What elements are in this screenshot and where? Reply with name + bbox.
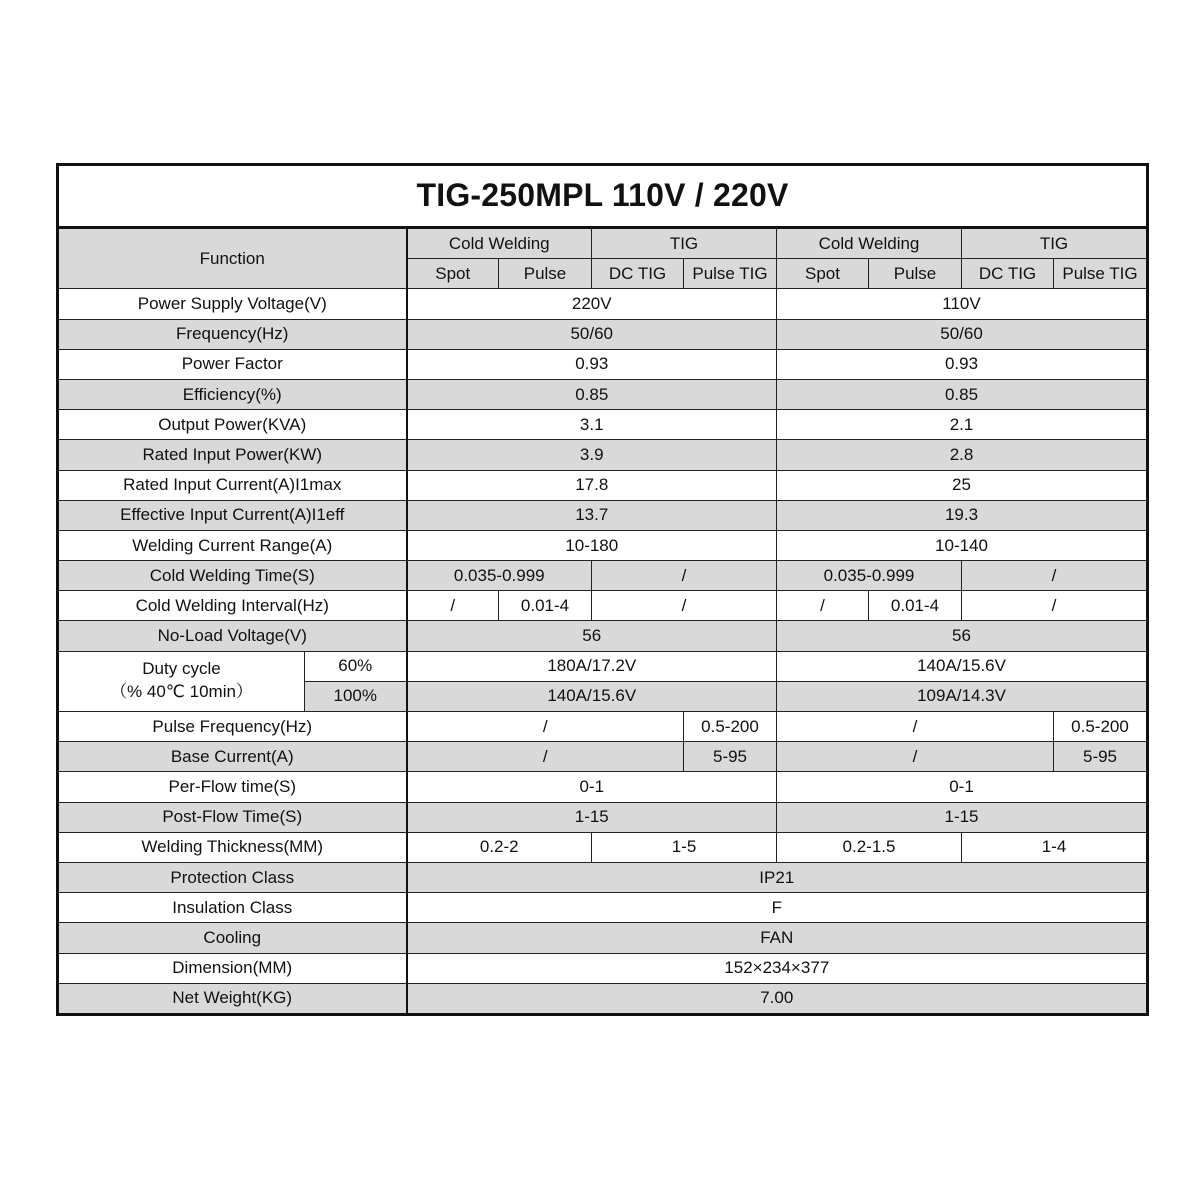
value-220v: 10-180: [407, 530, 777, 560]
duty-cycle-condition: （% 40℃ 10min）: [110, 682, 253, 702]
value-spot-220v: /: [407, 591, 499, 621]
table-row-cooling: [58, 923, 1148, 953]
row-label: Base Current(A): [58, 742, 407, 772]
value-other-110v: /: [777, 712, 1054, 742]
value-other-110v: /: [777, 742, 1054, 772]
value-220v: 180A/17.2V: [407, 651, 777, 681]
table-row-pulse-frequency: [58, 712, 1148, 742]
table-row-frequency: [58, 319, 1148, 349]
value-220v: 50/60: [407, 319, 777, 349]
table-row-base-current: [58, 742, 1148, 772]
group-header-cold-welding-110: Cold Welding: [777, 228, 962, 259]
value-110v: 25: [777, 470, 1148, 500]
value-tig-220v: 1-5: [592, 832, 777, 862]
group-header-tig-220: TIG: [592, 228, 777, 259]
value-tig-110v: /: [962, 591, 1148, 621]
row-label: Output Power(KVA): [58, 410, 407, 440]
row-label: Net Weight(KG): [58, 983, 407, 1014]
row-label: Cold Welding Interval(Hz): [58, 591, 407, 621]
mode-header-spot-220: Spot: [407, 259, 499, 289]
value-110v: 10-140: [777, 530, 1148, 560]
spec-table: [56, 163, 1149, 1016]
value-220v: 0.93: [407, 349, 777, 379]
table-row-dimension: [58, 953, 1148, 983]
duty-cycle-percent-60: 60%: [305, 651, 407, 681]
value-220v: 56: [407, 621, 777, 651]
table-row-output-power: [58, 410, 1148, 440]
row-label: Frequency(Hz): [58, 319, 407, 349]
mode-header-pulse-tig-220: Pulse TIG: [684, 259, 777, 289]
table-row-welding-current-range: [58, 530, 1148, 560]
mode-header-pulse-tig-110: Pulse TIG: [1054, 259, 1148, 289]
value-cold-welding-110v: 0.035-0.999: [777, 561, 962, 591]
table-row-effective-input-current: [58, 500, 1148, 530]
mode-header-spot-110: Spot: [777, 259, 869, 289]
value-220v: 0.85: [407, 379, 777, 409]
row-label: Efficiency(%): [58, 379, 407, 409]
table-row-insulation-class: [58, 893, 1148, 923]
value-tig-220v: /: [592, 561, 777, 591]
table-row-net-weight: [58, 983, 1148, 1014]
value-tig-110v: 1-4: [962, 832, 1148, 862]
value-110v: 140A/15.6V: [777, 651, 1148, 681]
value-cold-welding-110v: 0.2-1.5: [777, 832, 962, 862]
row-label: Per-Flow time(S): [58, 772, 407, 802]
value-all: FAN: [407, 923, 1148, 953]
duty-cycle-percent-100: 100%: [305, 681, 407, 711]
value-pulse-tig-220v: 0.5-200: [684, 712, 777, 742]
table-row-cold-welding-interval: [58, 591, 1148, 621]
value-pulse-110v: 0.01-4: [869, 591, 962, 621]
value-spot-110v: /: [777, 591, 869, 621]
value-220v: 220V: [407, 289, 777, 319]
value-all: 7.00: [407, 983, 1148, 1014]
value-all: 152×234×377: [407, 953, 1148, 983]
title-row: [58, 165, 1148, 228]
table-row-post-flow-time: [58, 802, 1148, 832]
value-tig-220v: /: [592, 591, 777, 621]
row-label: No-Load Voltage(V): [58, 621, 407, 651]
value-220v: 0-1: [407, 772, 777, 802]
value-220v: 13.7: [407, 500, 777, 530]
value-220v: 3.9: [407, 440, 777, 470]
table-row-rated-input-power: [58, 440, 1148, 470]
value-pulse-tig-110v: 5-95: [1054, 742, 1148, 772]
table-row-power-factor: [58, 349, 1148, 379]
table-row-efficiency: [58, 379, 1148, 409]
table-row-welding-thickness: [58, 832, 1148, 862]
group-header-cold-welding-220: Cold Welding: [407, 228, 592, 259]
table-row-protection-class: [58, 862, 1148, 892]
value-110v: 0-1: [777, 772, 1148, 802]
mode-header-dc-tig-220: DC TIG: [592, 259, 684, 289]
row-label: Protection Class: [58, 862, 407, 892]
value-tig-110v: /: [962, 561, 1148, 591]
value-pulse-220v: 0.01-4: [499, 591, 592, 621]
header-row-groups: [58, 228, 1148, 259]
mode-header-pulse-220: Pulse: [499, 259, 592, 289]
row-label: Rated Input Power(KW): [58, 440, 407, 470]
value-cold-welding-220v: 0.2-2: [407, 832, 592, 862]
value-other-220v: /: [407, 742, 684, 772]
table-row-cold-welding-time: [58, 561, 1148, 591]
row-label: Insulation Class: [58, 893, 407, 923]
function-header: Function: [58, 228, 407, 289]
row-label: Welding Thickness(MM): [58, 832, 407, 862]
table-row-no-load-voltage: [58, 621, 1148, 651]
row-label: Post-Flow Time(S): [58, 802, 407, 832]
value-220v: 1-15: [407, 802, 777, 832]
value-220v: 140A/15.6V: [407, 681, 777, 711]
value-110v: 19.3: [777, 500, 1148, 530]
value-110v: 50/60: [777, 319, 1148, 349]
row-label: Cooling: [58, 923, 407, 953]
table-row-power-supply-voltage: [58, 289, 1148, 319]
value-110v: 0.85: [777, 379, 1148, 409]
value-pulse-tig-110v: 0.5-200: [1054, 712, 1148, 742]
value-110v: 110V: [777, 289, 1148, 319]
table-row-pre-flow-time: [58, 772, 1148, 802]
value-110v: 2.1: [777, 410, 1148, 440]
row-label: Welding Current Range(A): [58, 530, 407, 560]
page-title: TIG-250MPL 110V / 220V: [58, 165, 1148, 228]
value-other-220v: /: [407, 712, 684, 742]
row-label: Power Factor: [58, 349, 407, 379]
value-110v: 109A/14.3V: [777, 681, 1148, 711]
value-110v: 2.8: [777, 440, 1148, 470]
mode-header-dc-tig-110: DC TIG: [962, 259, 1054, 289]
value-all: F: [407, 893, 1148, 923]
value-all: IP21: [407, 862, 1148, 892]
table-row-rated-input-current: [58, 470, 1148, 500]
value-110v: 56: [777, 621, 1148, 651]
value-pulse-tig-220v: 5-95: [684, 742, 777, 772]
row-label: Dimension(MM): [58, 953, 407, 983]
table-row-duty-cycle-60: [58, 651, 1148, 681]
row-label: Rated Input Current(A)I1max: [58, 470, 407, 500]
value-220v: 3.1: [407, 410, 777, 440]
duty-cycle-label: [58, 651, 305, 711]
value-110v: 1-15: [777, 802, 1148, 832]
row-label: Cold Welding Time(S): [58, 561, 407, 591]
value-110v: 0.93: [777, 349, 1148, 379]
duty-cycle-title: Duty cycle: [142, 659, 221, 679]
row-label: Power Supply Voltage(V): [58, 289, 407, 319]
row-label: Pulse Frequency(Hz): [58, 712, 407, 742]
group-header-tig-110: TIG: [962, 228, 1148, 259]
value-220v: 17.8: [407, 470, 777, 500]
row-label: Effective Input Current(A)I1eff: [58, 500, 407, 530]
mode-header-pulse-110: Pulse: [869, 259, 962, 289]
value-cold-welding-220v: 0.035-0.999: [407, 561, 592, 591]
